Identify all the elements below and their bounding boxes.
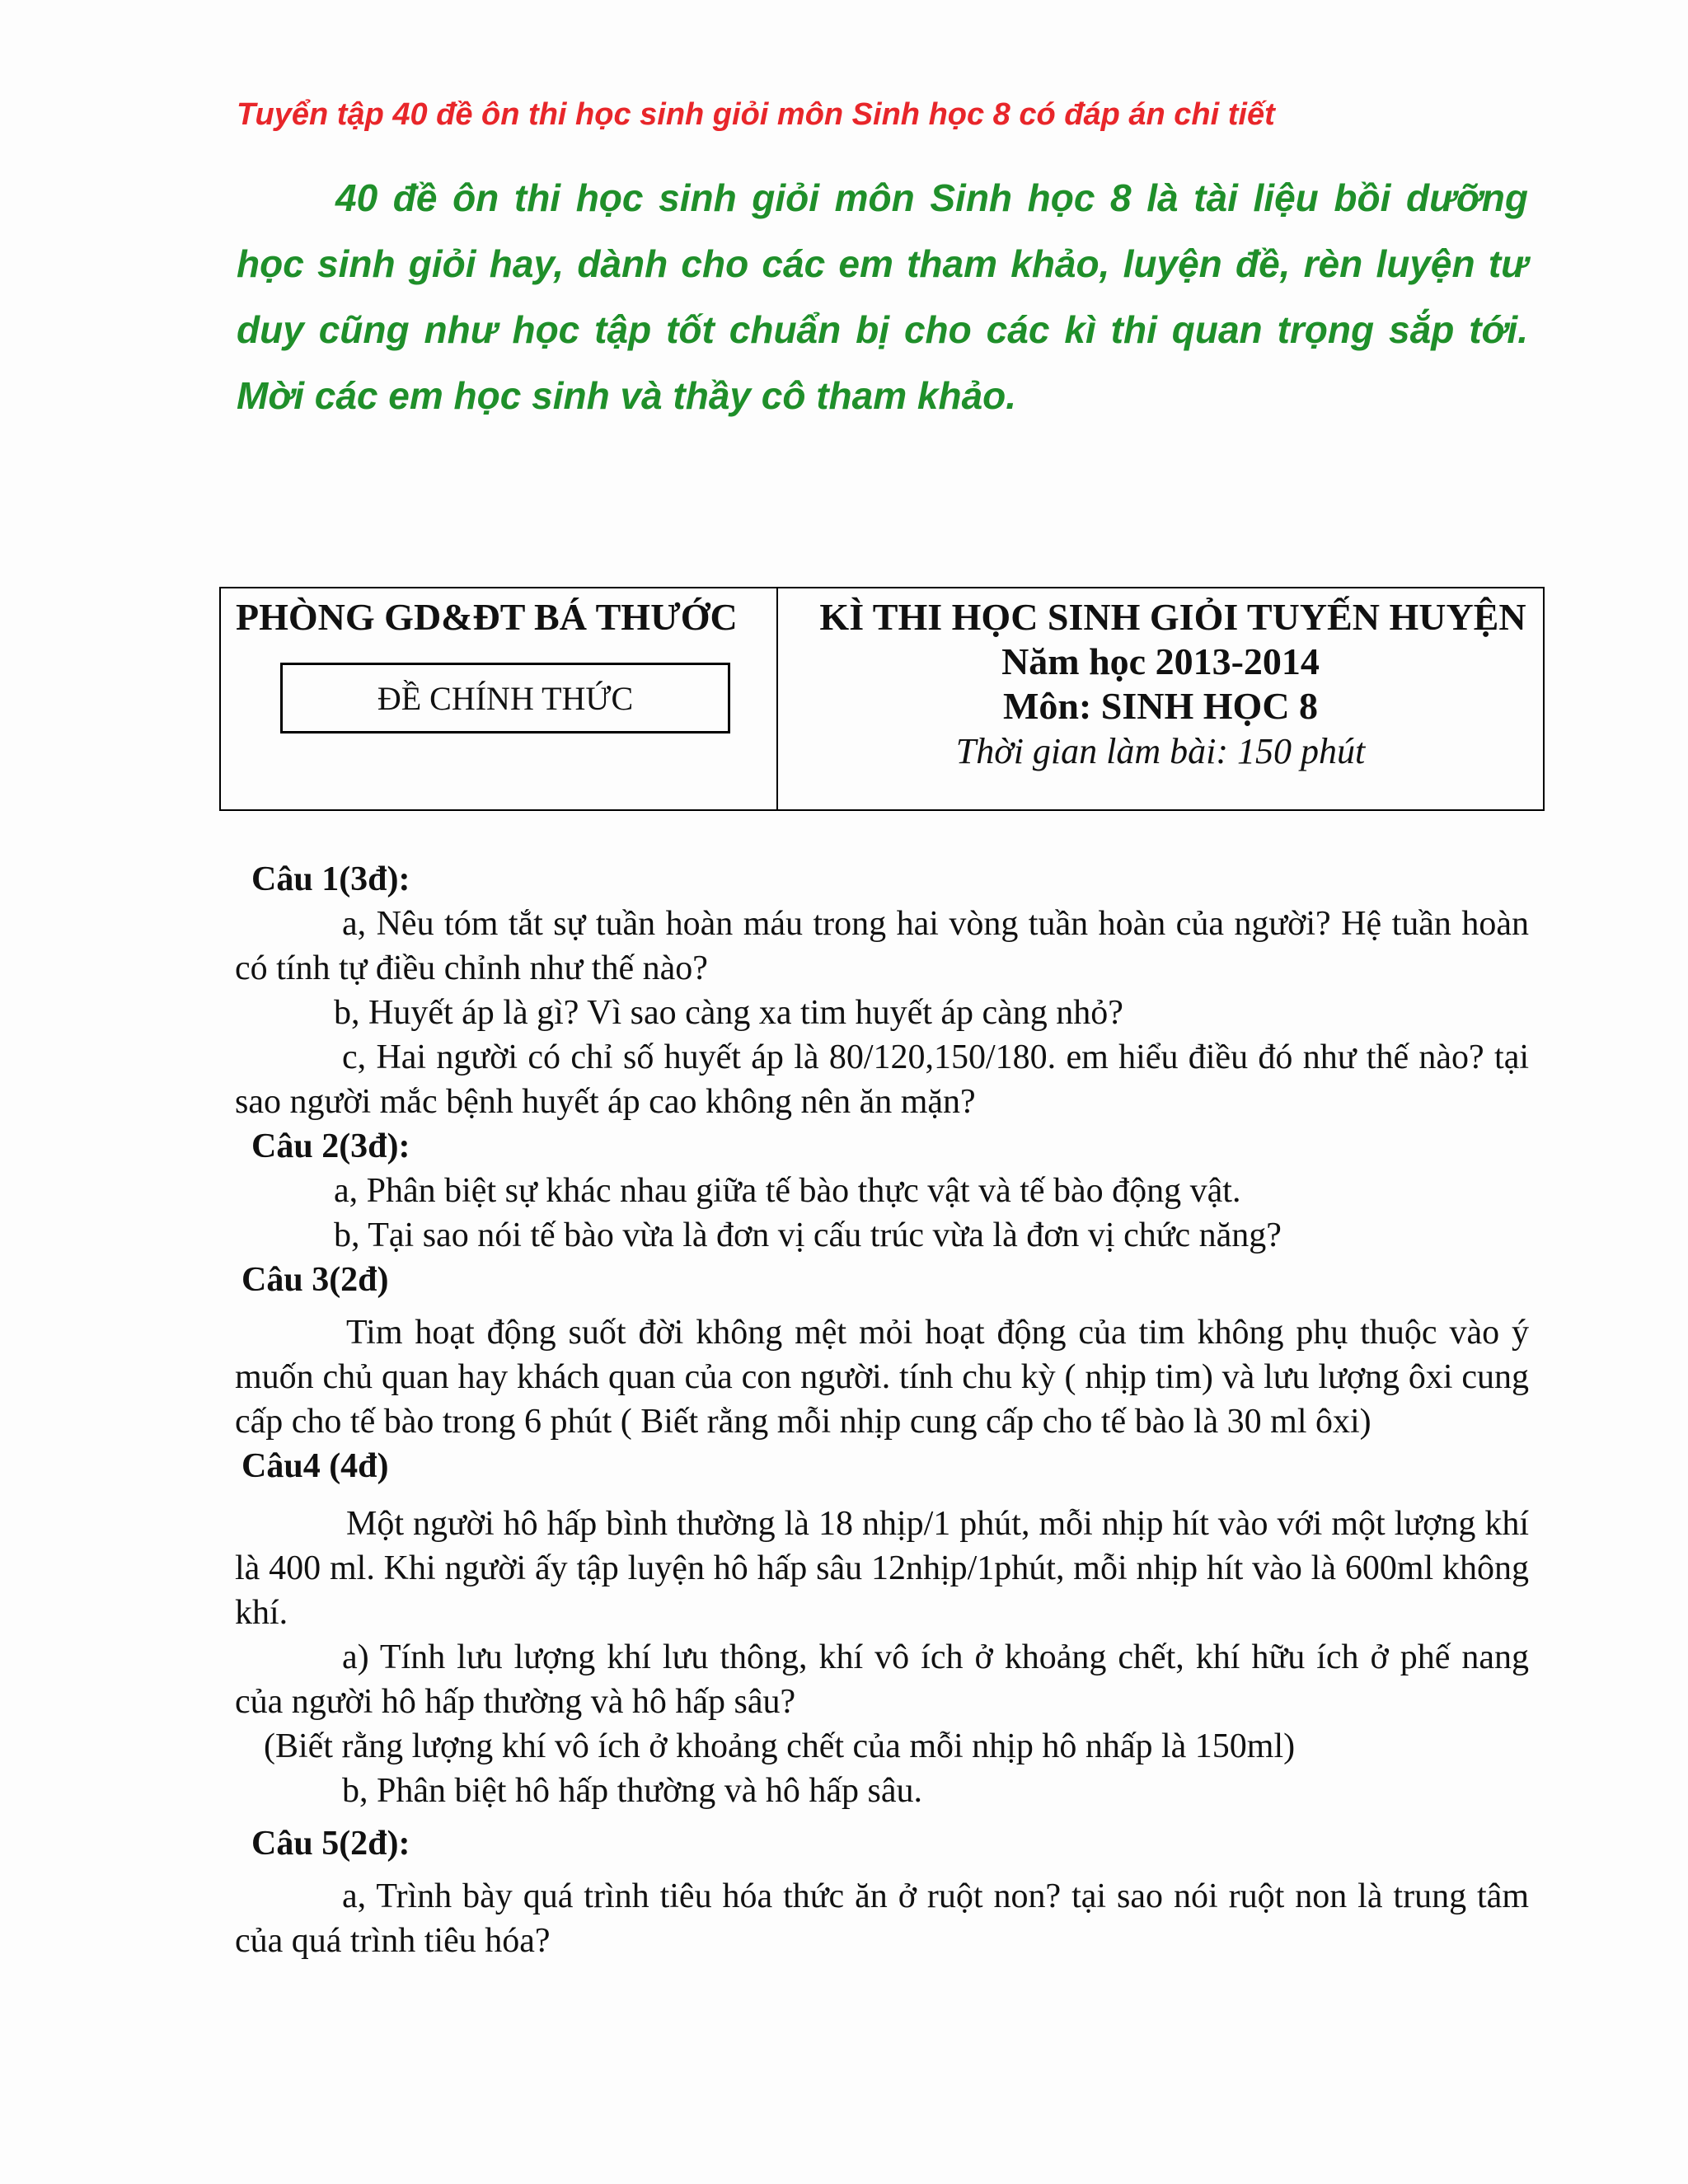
question-2-part-a: a, Phân biệt sự khác nhau giữa tế bào thực vật và tế bào động vật. bbox=[334, 1172, 1241, 1210]
question-1-part-c: c, Hai người có chỉ số huyết áp là 80/120,150/180. em hiểu điều đó như thế nào? tại sao người mắc bệnh huyết áp cao không nên ăn mặn? bbox=[235, 1038, 1529, 1121]
question-3-title: Câu 3(2đ) bbox=[241, 1261, 389, 1299]
question-1-part-b: b, Huyết áp là gì? Vì sao càng xa tim huyết áp càng nhỏ? bbox=[334, 994, 1123, 1032]
question-4-body: Một người hô hấp bình thường là 18 nhịp/1 phút, mỗi nhịp hít vào với một lượng khí là 400 ml. Khi người ấy tập luyện hô hấp sâu 12nhịp/1phút, mỗi nhịp hít vào là 600ml không khí. bbox=[235, 1505, 1529, 1632]
department-name: PHÒNG GD&ĐT BÁ THƯỚC bbox=[236, 596, 738, 638]
question-2-part-b: b, Tại sao nói tế bào vừa là đơn vị cấu trúc vừa là đơn vị chức năng? bbox=[334, 1216, 1282, 1254]
school-year: Năm học 2013-2014 bbox=[1001, 640, 1320, 682]
document-title: Tuyển tập 40 đề ôn thi học sinh giỏi môn Sinh học 8 có đáp án chi tiết bbox=[237, 97, 1275, 132]
question-4-part-b: b, Phân biệt hô hấp thường và hô hấp sâu. bbox=[342, 1772, 923, 1810]
exam-name: KÌ THI HỌC SINH GIỎI TUYẾN HUYỆN bbox=[819, 596, 1526, 638]
question-5-part-a: a, Trình bày quá trình tiêu hóa thức ăn ở ruột non? tại sao nói ruột non là trung tâm của quá trình tiêu hóa? bbox=[235, 1877, 1529, 1960]
exam-duration: Thời gian làm bài: 150 phút bbox=[955, 731, 1366, 771]
question-1-title: Câu 1(3đ): bbox=[251, 860, 410, 898]
exam-questions bbox=[235, 857, 1529, 1963]
question-4-title: Câu4 (4đ) bbox=[241, 1447, 389, 1485]
question-4-part-a: a) Tính lưu lượng khí lưu thông, khí vô ích ở khoảng chết, khí hữu ích ở phế nang của người hô hấp thường và hô hấp sâu? bbox=[235, 1638, 1529, 1721]
question-2-title: Câu 2(3đ): bbox=[251, 1127, 410, 1165]
exam-header-table bbox=[219, 587, 1545, 811]
official-exam-box bbox=[280, 663, 730, 733]
question-4-note: (Biết rằng lượng khí vô ích ở khoảng chết của mỗi nhịp hô nhấp là 150ml) bbox=[264, 1727, 1296, 1765]
exam-subject: Môn: SINH HỌC 8 bbox=[1002, 685, 1319, 727]
question-1-part-a: a, Nêu tóm tắt sự tuần hoàn máu trong hai vòng tuần hoàn của người? Hệ tuần hoàn có tính tự điều chỉnh như thế nào? bbox=[235, 905, 1529, 987]
question-3-body: Tim hoạt động suốt đời không mệt mỏi hoạt động của tim không phụ thuộc vào ý muốn chủ quan hay khách quan của con người. tính chu kỳ ( nhịp tim) và lưu lượng ôxi cung cấp cho tế bào trong 6 phút ( Biết rằng mỗi nhịp cung cấp cho tế bào là 30 ml ôxi) bbox=[235, 1314, 1529, 1441]
exam-header-left-cell bbox=[220, 588, 777, 810]
official-exam-label: ĐỀ CHÍNH THỨC bbox=[377, 679, 634, 717]
intro-paragraph: 40 đề ôn thi học sinh giỏi môn Sinh học 8 là tài liệu bồi dưỡng học sinh giỏi hay, dành cho các em tham khảo, luyện đề, rèn luyện tư duy cũng như học tập tốt chuẩn bị cho các kì thi quan trọng sắp tới. Mời các em học sinh và thầy cô tham khảo. bbox=[237, 176, 1528, 417]
exam-header-right-cell bbox=[777, 588, 1544, 810]
question-5-title: Câu 5(2đ): bbox=[251, 1825, 410, 1863]
